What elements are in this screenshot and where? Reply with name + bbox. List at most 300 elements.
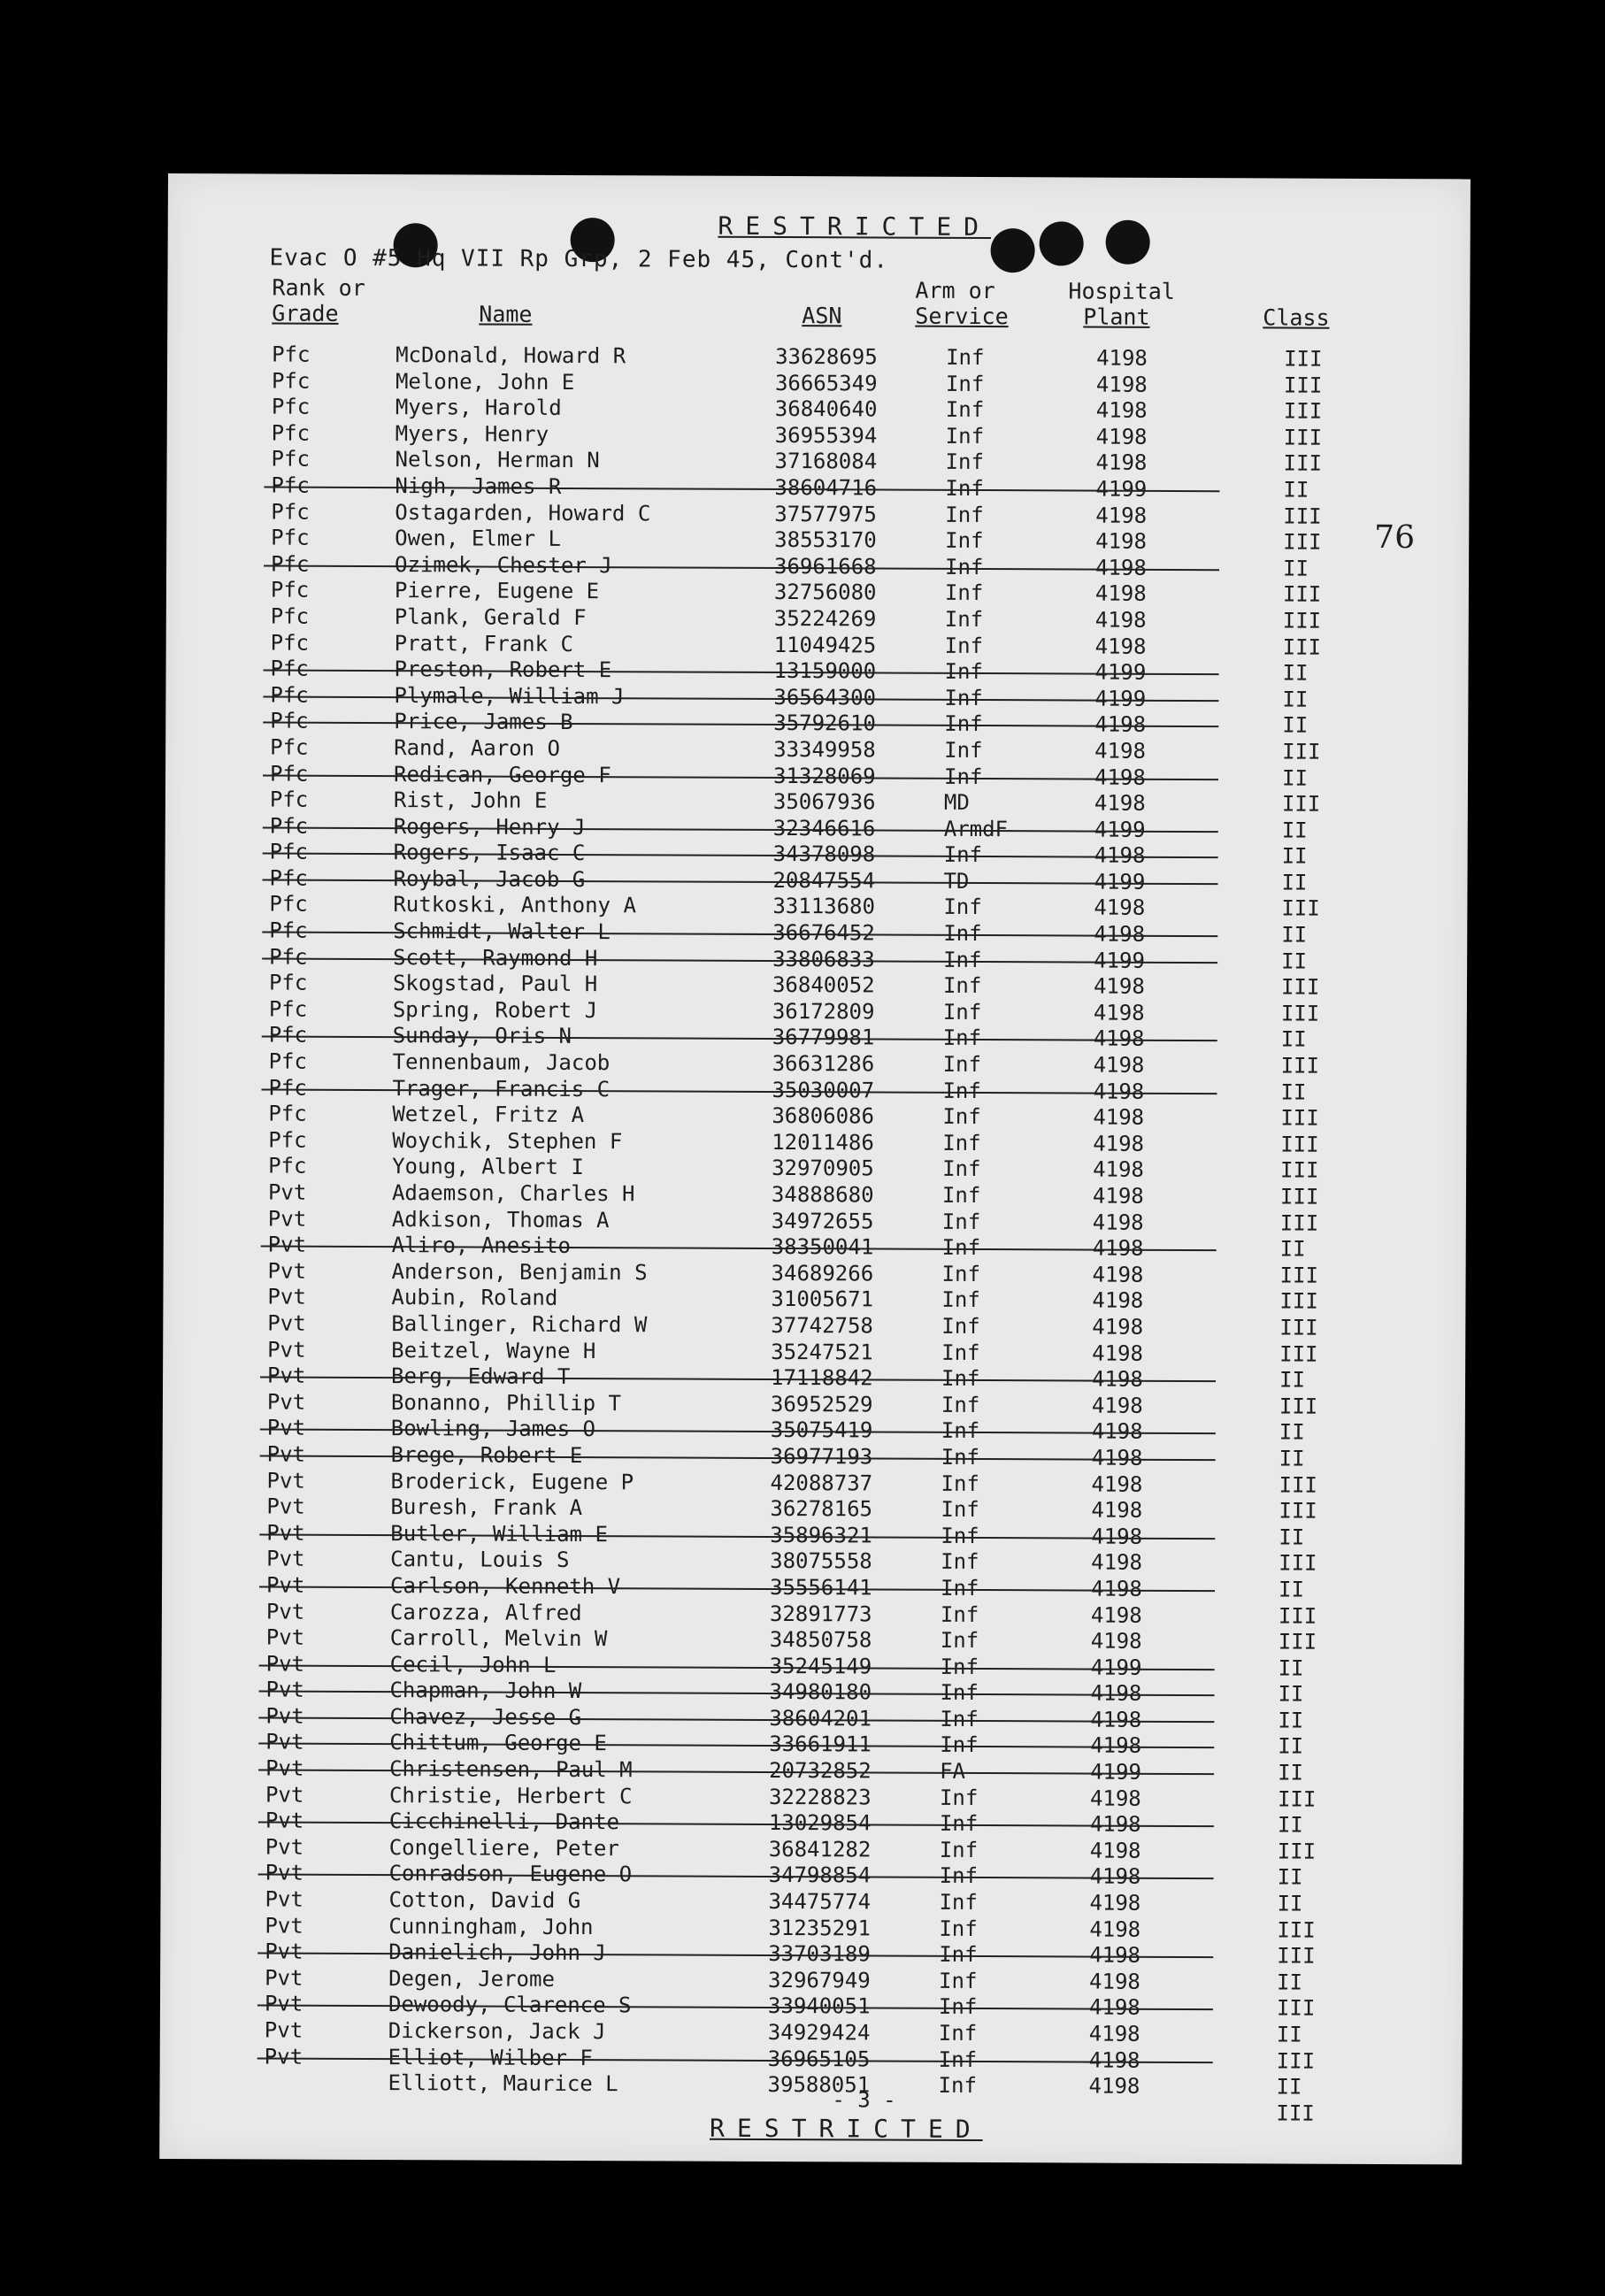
cell-arm: Inf [945,554,984,580]
restricted-footer: RESTRICTED [709,2113,983,2145]
cell-asn: 35067936 [772,789,876,815]
cell-rank: Pvt [267,1310,306,1336]
cell-cls: III [1279,1472,1317,1498]
cell-asn: 32346616 [772,815,876,841]
cell-asn: 38604716 [774,474,878,501]
cell-asn: 38075558 [770,1548,872,1574]
roster-table [159,342,1470,2128]
cell-asn: 38350041 [771,1234,874,1260]
cell-rank: Pfc [269,918,308,943]
cell-asn: 36965105 [767,2046,871,2072]
cell-arm: Inf [942,973,982,999]
cell-plant: 4198 [1095,528,1148,554]
cell-cls: II [1278,1655,1304,1681]
cell-cls: III [1280,1001,1320,1026]
cell-plant: 4199 [1094,948,1145,973]
cell-name: Sunday, Oris N [392,1023,572,1049]
cell-arm: Inf [941,1261,981,1286]
cell-plant: 4198 [1095,372,1148,397]
cell-name: Myers, Harold [395,395,562,421]
cell-cls: II [1279,1446,1305,1471]
cell-rank: Pvt [266,1415,306,1441]
cell-rank: Pfc [271,472,310,498]
cell-asn: 33806833 [772,946,875,972]
cell-rank: Pfc [268,1153,307,1179]
cell-plant: 4198 [1088,2047,1140,2073]
cell-cls: III [1277,1917,1316,1943]
cell-rank: Pfc [271,551,310,577]
cell-asn: 13029854 [768,1810,872,1836]
cell-cls: III [1283,398,1323,424]
cell-arm: Inf [943,895,982,920]
cell-cls: III [1279,1263,1318,1288]
cell-asn: 36841282 [768,1836,872,1862]
cell-arm: Inf [946,344,985,371]
cell-name: Bowling, James O [390,1416,596,1442]
cell-arm: Inf [942,1156,981,1182]
cell-arm: Inf [944,580,984,606]
cell-name: Carroll, Melvin W [389,1625,608,1652]
cell-rank: Pvt [266,1441,306,1467]
cell-arm: Inf [944,737,983,763]
cell-cls: III [1280,1053,1320,1079]
cell-rank: Pfc [270,577,310,603]
cell-asn: 39588051 [767,2072,871,2098]
rank-header-line2: Grade [272,300,339,326]
cell-plant: 4198 [1094,580,1147,607]
cell-arm: Inf [945,475,984,501]
cell-rank: Pvt [265,1913,303,1939]
arm-header-line1: Arm or [915,277,995,304]
cell-plant: 4198 [1092,1262,1144,1287]
cell-asn: 32967949 [768,1967,871,1993]
cell-name: Congelliere, Peter [388,1834,619,1862]
cell-name: Cantu, Louis S [390,1547,570,1573]
cell-name: Pratt, Frank C [394,630,574,657]
cell-arm: Inf [939,1968,978,1993]
cell-rank: Pvt [266,1494,305,1519]
cell-cls: III [1276,2048,1316,2074]
cell-rank: Pfc [269,865,308,891]
cell-plant: 4198 [1094,842,1146,869]
cell-plant: 4198 [1091,1418,1143,1445]
cell-cls: III [1279,1341,1318,1367]
cell-name: Aubin, Roland [391,1285,558,1311]
cell-cls: III [1279,1184,1319,1209]
cell-arm: Inf [938,2020,978,2046]
cell-arm: TD [943,868,970,894]
cell-name: Rogers, Henry J [393,813,586,840]
cell-cls: III [1279,1498,1317,1524]
cell-plant: 4198 [1088,2021,1140,2046]
document-page [159,173,1471,2164]
cell-asn: 12011486 [772,1129,874,1156]
cell-plant: 4198 [1092,1314,1144,1340]
cell-rank: Pfc [271,394,311,419]
cell-rank: Pfc [268,996,308,1022]
cell-cls: II [1276,2022,1302,2047]
cell-arm: Inf [941,1340,980,1365]
cell-rank: Pvt [265,1624,305,1650]
cell-asn: 35030007 [772,1077,875,1103]
cell-name: Cunningham, John [388,1913,594,1939]
cell-asn: 37742758 [771,1312,873,1339]
cell-name: Elliot, Wilber F [388,2044,593,2070]
cell-plant: 4199 [1090,1759,1141,1785]
cell-cls: III [1282,634,1322,660]
cell-name: Christie, Herbert C [388,1782,633,1808]
cell-name: Schmidt, Walter L [393,918,611,945]
cell-asn: 34972655 [771,1208,874,1234]
cell-plant: 4198 [1088,1994,1140,2021]
cell-plant: 4198 [1095,503,1148,528]
cell-name: Ostagarden, Howard C [395,499,651,526]
cell-rank: Pvt [265,1939,303,1964]
cell-arm: Inf [944,658,983,685]
cell-name: Dickerson, Jack J [388,2018,606,2045]
cell-cls: II [1279,1524,1305,1550]
cell-cls: III [1283,503,1322,529]
cell-arm: Inf [941,1365,980,1392]
cell-arm: Inf [939,1889,978,1916]
cell-name: Anderson, Benjamin S [391,1258,648,1286]
cell-rank: Pvt [267,1232,307,1257]
cell-rank: Pvt [267,1206,307,1232]
cell-arm: Inf [941,1313,980,1339]
cell-rank: Pvt [265,1808,304,1833]
cell-name: Rist, John E [393,787,548,813]
cell-name: McDonald, Howard R [395,342,626,369]
cell-plant: 4198 [1093,973,1145,1000]
cell-rank: Pvt [264,2044,303,2069]
cell-cls: III [1276,1995,1316,2022]
cell-rank: Pvt [267,1284,306,1310]
cell-rank: Pfc [269,839,309,864]
cell-arm: Inf [945,449,985,475]
cell-asn: 33703189 [768,1941,871,1967]
cell-name: Nelson, Herman N [395,447,600,473]
column-headers [167,274,1470,333]
cell-asn: 36665349 [774,370,878,396]
cell-name: Buresh, Frank A [390,1494,583,1521]
cell-arm: Inf [941,1496,979,1523]
cell-name: Redican, George F [393,761,611,787]
cell-rank: Pvt [265,1860,304,1886]
cell-plant: 4198 [1094,921,1146,947]
cell-arm: Inf [940,1654,979,1679]
cell-name: Chittum, George E [389,1730,607,1756]
cell-asn: 20847554 [772,867,876,894]
cell-cls: III [1283,425,1323,450]
cell-name: Plank, Gerald F [394,604,587,631]
cell-arm: Inf [944,711,983,737]
cell-asn: 11049425 [773,632,877,658]
cell-arm: Inf [943,842,983,868]
cell-arm: Inf [938,2046,978,2072]
cell-name: Myers, Henry [395,420,549,447]
cell-arm: Inf [942,1051,982,1078]
cell-arm: Inf [940,1680,979,1706]
cell-name: Rutkoski, Anthony A [393,892,637,918]
cell-cls: II [1279,1367,1306,1393]
cell-cls: III [1278,1629,1317,1655]
cell-asn: 32891773 [769,1601,872,1626]
cell-plant: 4198 [1094,790,1146,816]
cell-cls: II [1277,1891,1303,1916]
cell-plant: 4198 [1090,1707,1142,1732]
cell-cls: II [1278,1681,1304,1707]
cell-rank: Pvt [265,1834,304,1860]
cell-cls: II [1282,712,1309,738]
cell-asn: 32228823 [768,1784,872,1810]
arm-header-line2: Service [915,303,1009,330]
cell-rank: Pfc [268,1048,308,1074]
cell-arm: Inf [944,633,984,658]
cell-cls: III [1279,1210,1319,1236]
cell-cls: II [1281,818,1308,843]
cell-asn: 37577975 [774,501,877,527]
cell-arm: Inf [945,502,984,527]
cell-arm: Inf [939,1916,978,1941]
cell-plant: 4198 [1095,397,1148,424]
cell-arm: Inf [940,1627,979,1654]
cell-plant: 4198 [1089,1785,1141,1811]
cell-name: Preston, Robert E [394,657,612,683]
cell-plant: 4198 [1091,1549,1143,1576]
cell-arm: Inf [942,1078,981,1103]
cell-name: Aliro, Anesito [391,1232,572,1259]
plant-header-line1: Hospital [1068,278,1175,304]
cell-rank: Pfc [270,734,309,760]
cell-arm: Inf [940,1706,979,1732]
cell-arm: Inf [939,1785,979,1810]
cell-arm: Inf [940,1732,979,1758]
cell-plant: 4198 [1094,607,1147,633]
cell-arm: Inf [941,1471,979,1496]
cell-name: Skogstad, Paul H [392,971,598,997]
cell-cls: II [1282,660,1309,686]
cell-rank: Pfc [268,1127,307,1153]
cell-arm: Inf [942,1104,981,1130]
cell-cls: II [1281,870,1308,895]
cell-plant: 4198 [1091,1471,1143,1497]
cell-asn: 34929424 [767,2019,871,2046]
cell-asn: 42088737 [770,1470,873,1496]
cell-plant: 4198 [1093,1052,1145,1078]
cell-asn: 36564300 [773,684,877,710]
cell-asn: 33940051 [767,1993,871,2019]
cell-name: Berg, Edward T [391,1363,571,1390]
cell-cls: III [1282,608,1322,634]
cell-asn: 36278165 [770,1496,873,1522]
cell-rank: Pvt [266,1546,305,1572]
cell-plant: 4198 [1089,1969,1140,1994]
cell-asn: 36977193 [770,1443,873,1470]
cell-rank: Pvt [267,1363,306,1388]
class-header: Class [1263,304,1330,331]
cell-plant: 4199 [1095,476,1148,502]
cell-rank: Pfc [268,1075,307,1101]
cell-asn: 31235291 [768,1915,872,1941]
cell-asn: 35075419 [770,1417,873,1443]
cell-cls: II [1280,1026,1307,1053]
cell-name: Trager, Francis C [392,1075,611,1102]
cell-cls: III [1282,739,1321,764]
cell-asn: 17118842 [771,1365,873,1391]
cell-asn: 36806086 [772,1103,875,1129]
cell-rank: Pvt [265,1965,303,1991]
cell-plant: 4198 [1090,1733,1142,1759]
cell-name: Brege, Robert E [390,1442,583,1468]
cell-cls: II [1278,1733,1304,1760]
cell-arm: Inf [939,1863,979,1889]
cell-name: Adaemson, Charles H [391,1180,635,1207]
cell-rank: Pfc [269,787,309,812]
cell-plant: 4198 [1094,711,1147,738]
cell-plant: 4198 [1095,449,1148,476]
cell-rank: Pfc [270,682,309,708]
cell-asn: 32970905 [772,1156,874,1181]
cell-rank: Pfc [270,630,310,656]
cell-asn: 34888680 [771,1181,874,1208]
cell-arm: Inf [939,1837,979,1862]
cell-asn: 31328069 [772,763,876,788]
cell-rank: Pvt [265,1677,304,1702]
cell-arm: Inf [941,1235,981,1261]
cell-name: Carlson, Kenneth V [389,1573,621,1600]
cell-plant: 4198 [1094,634,1147,659]
cell-cls: III [1279,1394,1318,1419]
cell-arm: Inf [941,1287,980,1313]
cell-cls: II [1282,687,1309,712]
cell-cls: III [1279,1288,1318,1315]
cell-name: Ballinger, Richard W [391,1311,648,1338]
cell-cls: III [1280,974,1320,1000]
cell-arm: Inf [945,397,985,423]
cell-rank: Pvt [265,1755,304,1781]
cell-name: Woychik, Stephen F [392,1127,623,1155]
cell-asn: 36840640 [774,396,878,422]
cell-cls: II [1277,1812,1303,1838]
cell-plant: 4198 [1089,1890,1141,1916]
cell-rank: Pfc [268,1101,307,1126]
cell-cls: II [1277,1970,1303,1995]
cell-plant: 4198 [1089,1916,1141,1942]
cell-asn: 34850758 [769,1627,872,1653]
cell-rank: Pfc [271,446,311,472]
cell-rank: Pvt [267,1179,307,1205]
cell-cls: III [1276,2100,1315,2126]
cell-arm: Inf [941,1418,980,1444]
cell-plant: 4198 [1095,555,1147,580]
cell-asn: 32756080 [773,580,877,605]
cell-rank: Pfc [269,761,309,787]
cell-rank: Pfc [269,891,308,918]
cell-asn: 34980180 [769,1679,872,1705]
cell-rank: Pvt [265,1782,304,1808]
cell-asn: 33661911 [769,1732,872,1757]
cell-plant: 4198 [1092,1209,1144,1235]
cell-arm: Inf [942,1130,981,1156]
plant-header-line2: Plant [1083,303,1150,330]
cell-plant: 4198 [1094,738,1147,764]
cell-cls: II [1281,843,1308,869]
cell-cls: III [1283,450,1323,477]
cell-arm: Inf [943,764,983,789]
cell-plant: 4198 [1090,1602,1142,1628]
handwritten-page-note: 76 [1374,518,1416,557]
cell-name: Beitzel, Wayne H [391,1337,596,1363]
cell-name: Dewoody, Clarence S [388,1992,632,2018]
cell-cls: III [1283,372,1323,398]
cell-arm: Inf [943,947,982,972]
cell-asn: 36172809 [772,998,875,1025]
cell-cls: III [1280,1132,1319,1157]
cell-plant: 4198 [1091,1393,1143,1418]
cell-arm: Inf [944,685,983,710]
cell-rank: Pfc [269,944,308,970]
cell-name: Carozza, Alfred [389,1599,582,1625]
cell-name: Broderick, Eugene P [390,1468,634,1494]
cell-cls: III [1280,1105,1319,1131]
cell-asn: 36779981 [772,1025,875,1050]
cell-arm: Inf [941,1549,979,1575]
cell-plant: 4198 [1092,1340,1144,1366]
cell-arm: Inf [942,1025,982,1051]
cell-rank: Pvt [266,1520,305,1546]
cell-cls: II [1278,1708,1304,1733]
cell-arm: Inf [938,1994,978,2020]
cell-name: Degen, Jerome [388,1965,556,1992]
cell-rank: Pvt [265,1703,304,1729]
cell-arm: Inf [941,1209,981,1234]
cell-cls: III [1277,1839,1317,1864]
cell-name: Nigh, James R [395,473,562,499]
cell-asn: 36955394 [774,422,878,449]
cell-arm: MD [943,789,970,816]
cell-rank: Pvt [265,1598,305,1624]
cell-name: Cicchinelli, Dante [388,1808,620,1835]
cell-arm: Inf [941,1523,979,1548]
cell-name: Adkison, Thomas A [391,1206,610,1232]
restricted-header: RESTRICTED [718,211,992,242]
cell-rank: Pvt [266,1389,306,1415]
cell-arm: Inf [938,2073,977,2099]
cell-plant: 4198 [1092,1287,1144,1314]
cell-cls: II [1279,1419,1305,1445]
cell-asn: 34475774 [768,1889,872,1915]
cell-plant: 4198 [1090,1576,1142,1601]
cell-cls: III [1282,581,1322,608]
cell-asn: 36840052 [772,972,875,998]
cell-rank: Pfc [272,342,311,367]
name-header: Name [479,301,533,327]
cell-asn: 34689266 [771,1260,874,1286]
cell-cls: III [1279,1550,1317,1576]
cell-plant: 4198 [1093,1156,1144,1183]
cell-name: Rogers, Isaac C [393,840,586,866]
cell-arm: ArmdF [943,816,1009,841]
cell-name: Roybal, Jacob G [393,865,586,892]
cell-arm: Inf [941,1444,980,1470]
cell-asn: 38604201 [769,1705,872,1732]
cell-cls: III [1280,1157,1319,1184]
cell-cls: III [1284,346,1323,372]
cell-plant: 4198 [1090,1680,1142,1707]
rank-header-line1: Rank or [272,274,365,301]
cell-arm: Inf [945,423,985,449]
cell-plant: 4198 [1091,1524,1143,1549]
